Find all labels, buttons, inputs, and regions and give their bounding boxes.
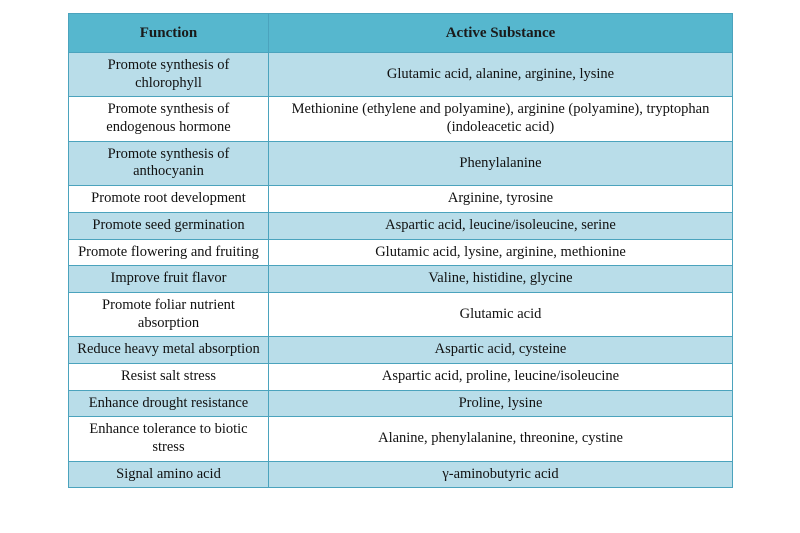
- cell-function: [69, 292, 269, 336]
- cell-active-substance-text: Arginine, tyrosine: [447, 190, 554, 207]
- table-row: [69, 186, 733, 213]
- cell-function-text: Reduce heavy metal absorption: [77, 341, 260, 358]
- cell-function: [69, 266, 269, 293]
- cell-function: [69, 461, 269, 488]
- cell-function-text: Promote seed germination: [92, 216, 245, 233]
- table-row: [69, 212, 733, 239]
- cell-function-text: Enhance drought resistance: [88, 394, 249, 411]
- cell-active-substance-text: Aspartic acid, leucine/isoleucine, serine: [385, 216, 616, 233]
- table-row: [69, 461, 733, 488]
- cell-function-text: Promote synthesis of anthocyanin: [107, 145, 230, 180]
- cell-active-substance-text: Proline, lysine: [458, 394, 543, 411]
- cell-active-substance-text: Phenylalanine: [459, 154, 542, 171]
- cell-active-substance-text: Aspartic acid, cysteine: [434, 341, 567, 358]
- function-active-substance-table: [68, 13, 733, 488]
- cell-active-substance: [269, 337, 733, 364]
- cell-function-text: Promote flowering and fruiting: [78, 243, 259, 260]
- cell-active-substance: [269, 266, 733, 293]
- table-row: [69, 239, 733, 266]
- cell-function: [69, 212, 269, 239]
- cell-function: [69, 390, 269, 417]
- table-row: [69, 390, 733, 417]
- cell-function: [69, 186, 269, 213]
- cell-active-substance: [269, 292, 733, 336]
- table-row: [69, 363, 733, 390]
- cell-active-substance: [269, 417, 733, 461]
- column-header-active-substance: Active Substance: [269, 14, 733, 53]
- cell-active-substance-text: Aspartic acid, proline, leucine/isoleucine: [381, 367, 620, 384]
- cell-function: [69, 363, 269, 390]
- cell-active-substance: [269, 186, 733, 213]
- cell-function-text: Promote synthesis of endogenous hormone: [106, 101, 231, 136]
- table-row: [69, 417, 733, 461]
- table-row: [69, 53, 733, 97]
- table-row: [69, 266, 733, 293]
- cell-active-substance: [269, 53, 733, 97]
- cell-function-text: Enhance tolerance to biotic stress: [89, 421, 248, 455]
- cell-function: [69, 97, 269, 141]
- cell-active-substance-text: Glutamic acid, alanine, arginine, lysine: [386, 65, 615, 82]
- cell-active-substance: [269, 461, 733, 488]
- cell-active-substance-text: Glutamic acid: [459, 305, 542, 322]
- cell-function-text: Signal amino acid: [116, 465, 221, 482]
- cell-active-substance-text: Valine, histidine, glycine: [428, 270, 573, 287]
- cell-active-substance: [269, 141, 733, 185]
- cell-function: [69, 53, 269, 97]
- cell-active-substance: [269, 97, 733, 141]
- cell-function: [69, 141, 269, 185]
- cell-active-substance: [269, 212, 733, 239]
- cell-function-text: Promote synthesis of chlorophyll: [107, 57, 230, 91]
- cell-active-substance-text: Alanine, phenylalanine, threonine, cystine: [378, 430, 623, 447]
- cell-function-text: Promote root development: [91, 190, 246, 207]
- table-body: [69, 53, 733, 488]
- cell-function-text: Promote foliar nutrient absorption: [102, 296, 235, 331]
- table-row: [69, 141, 733, 185]
- cell-active-substance-text: Glutamic acid, lysine, arginine, methionine: [375, 243, 626, 260]
- table-header: [69, 14, 733, 53]
- table-row: [69, 337, 733, 364]
- cell-active-substance: [269, 390, 733, 417]
- table-header-row: [69, 14, 733, 53]
- cell-active-substance: [269, 239, 733, 266]
- cell-function: [69, 417, 269, 461]
- cell-function-text: Resist salt stress: [120, 367, 217, 384]
- cell-active-substance: [269, 363, 733, 390]
- table-row: [69, 292, 733, 336]
- table-container: [68, 13, 732, 488]
- cell-function: [69, 337, 269, 364]
- cell-active-substance-text: Methionine (ethylene and polyamine), arginine (polyamine), tryptophan (indoleacetic acid): [291, 101, 710, 136]
- cell-active-substance-text: γ-aminobutyric acid: [442, 465, 559, 482]
- column-header-function: Function: [69, 14, 269, 53]
- cell-function: [69, 239, 269, 266]
- table-row: [69, 97, 733, 141]
- cell-function-text: Improve fruit flavor: [110, 270, 227, 287]
